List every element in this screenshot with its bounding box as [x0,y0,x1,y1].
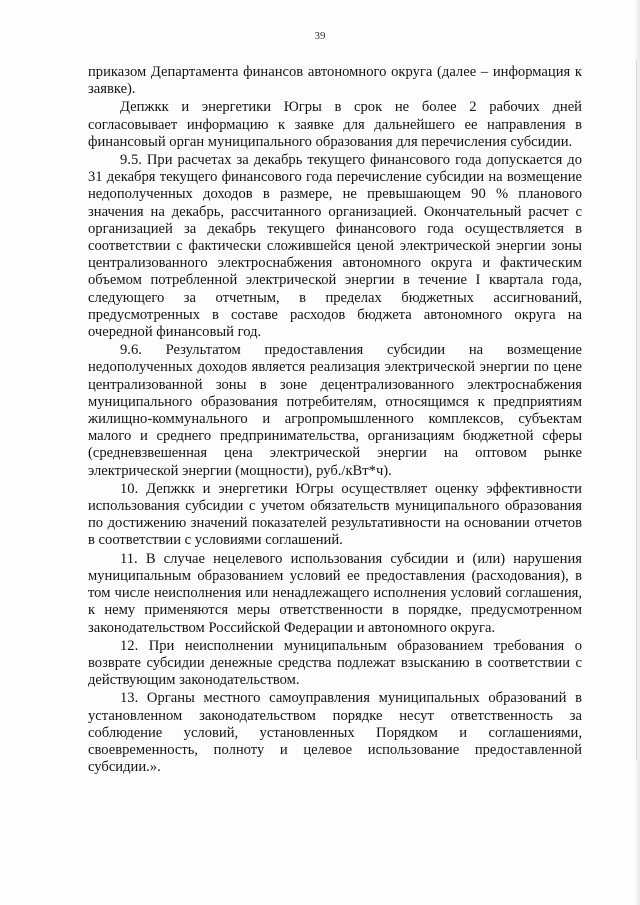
paragraph-11: 11. В случае нецелевого использования субсидии и (или) нарушения муниципальным образованием условий ее предоставления (расходования), в том числе неисполнения или ненадлежащего исполнения условий соглашения, к нему применяются меры ответственности в порядке, предусмотренном законодательством Российской Федерации и автономного округа. [88,550,582,636]
scan-edge-line [636,60,637,760]
page-number: 39 [314,30,326,42]
scan-edge-shadow [634,0,640,905]
paragraph-approval: Депжкк и энергетики Югры в срок не более 2 рабочих дней согласовывает информацию к заявке для дальнейшего ее направления в финансовый орган муниципального образования для перечисления субсидии. [88,99,582,150]
paragraph-12: 12. При неисполнении муниципальным образованием требования о возврате субсидии денежные средства подлежат взысканию в соответствии с действующим законодательством. [88,637,582,689]
paragraph-13: 13. Органы местного самоуправления муниципальных образований в установленном законодательством порядке несут ответственность за соблюдение условий, установленных Порядком и соглашениями, своевременность, полноту и целевое использование предоставленной субсидии.». [88,690,582,776]
paragraph-9-6: 9.6. Результатом предоставления субсидии на возмещение недополученных доходов является реализация электрической энергии по цене централизованной зоны в зоне децентрализованного электроснабжения муниципального образования потребителям, относящимся к предприятиям жилищно-коммунального и агропромышленного комплексов, субъектам малого и среднего предпринимательства, организациям бюджетной сферы (средневзвешенная цена электрической энергии на оптовом рынке электрической энергии (мощности), руб./кВт*ч). [88,342,582,479]
paragraph-9-5: 9.5. При расчетах за декабрь текущего финансового года допускается до 31 декабря текущего финансового года перечисление субсидии на возмещение недополученных доходов в размере, не превышающем 90 % планового значения на декабрь, рассчитанного организацией. Окончательный расчет с организацией за декабрь текущего финансового года осуществляется в соответствии с фактически сложившейся ценой электрической энергии зоны централизованного электроснабжения автономного округа и фактическим объемом потребленной электрической энергии в течение I квартала года, следующего за отчетным, в пределах бюджетных ассигнований, предусмотренных в составе расходов бюджета автономного округа на очередной финансовый год. [88,152,582,341]
document-body [88,64,582,777]
paragraph-continuation: приказом Департамента финансов автономного округа (далее – информация к заявке). [88,64,582,98]
paragraph-10: 10. Депжкк и энергетики Югры осуществляет оценку эффективности использования субсидии с учетом обязательств муниципального образования по достижению значений показателей результативности на основании отчетов в соответствии с условиями соглашений. [88,480,582,549]
